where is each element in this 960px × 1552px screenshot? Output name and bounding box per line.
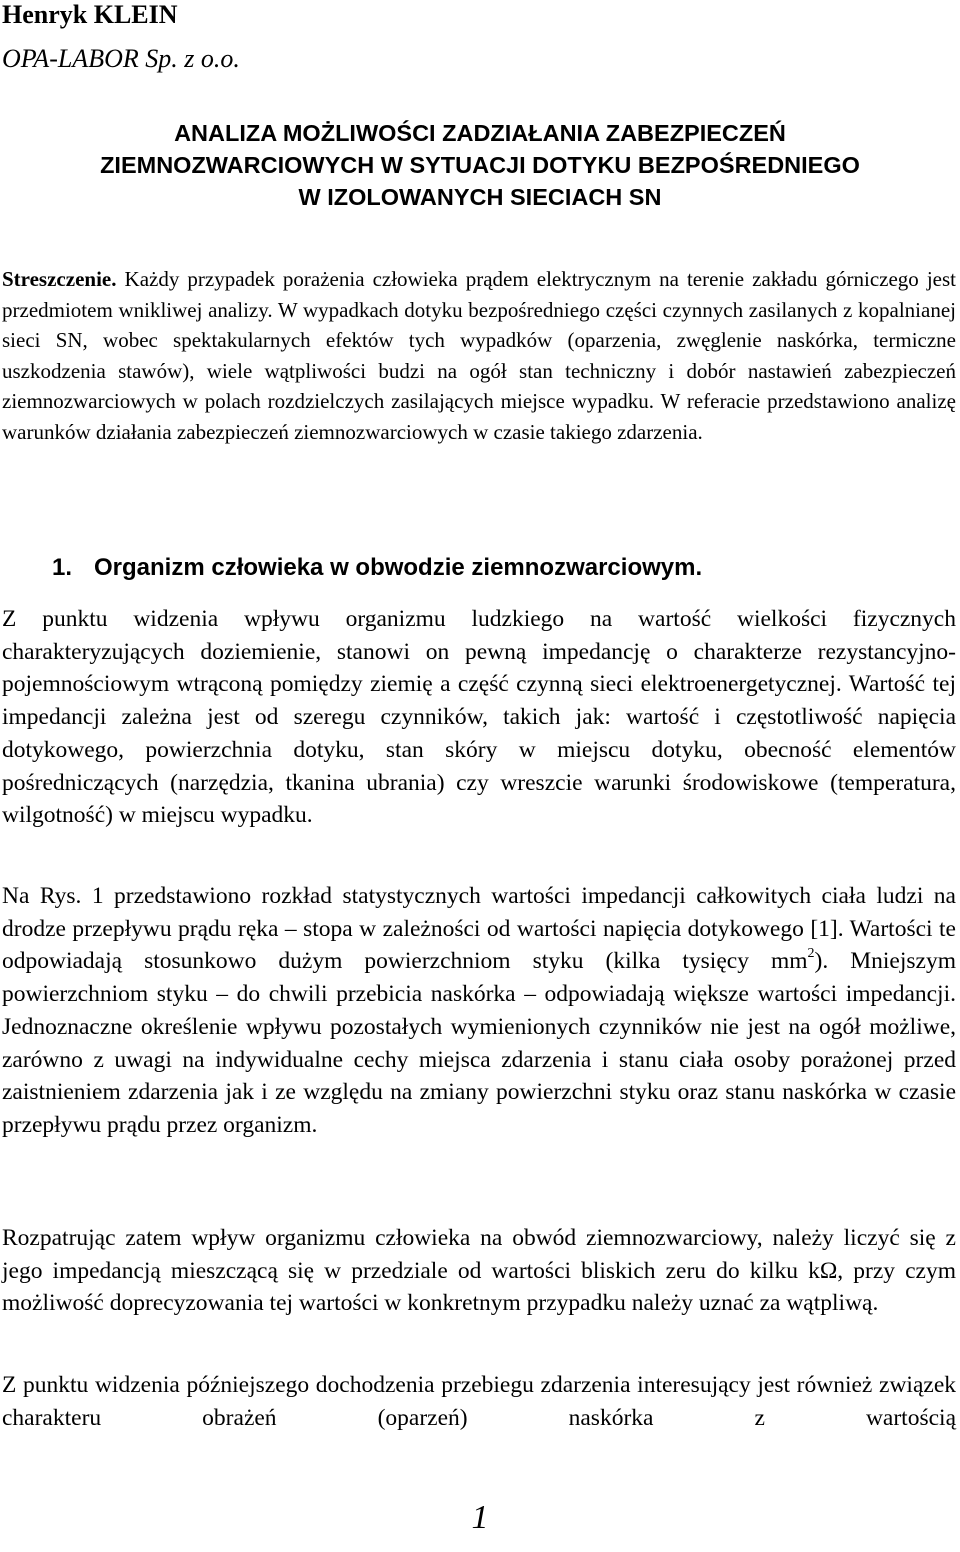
body-paragraph: Z punktu widzenia późniejszego dochodzenia przebiegu zdarzenia interesujący jest również związek charakteru obrażeń (oparzeń) naskórka z wartością [2,1372,956,1431]
section-heading [52,551,702,585]
abstract [2,264,956,447]
title-line: W IZOLOWANYCH SIECIACH SN [298,184,662,210]
title-line: ANALIZA MOŻLIWOŚCI ZADZIAŁANIA ZABEZPIECZEŃ [174,120,786,146]
author-affiliation: OPA-LABOR Sp. z o.o. [2,44,240,73]
body-paragraph: Z punktu widzenia wpływu organizmu ludzkiego na wartość wielkości fizycznych charakteryzujących doziemienie, stanowi on pewną impedancję o charakterze rezystancyjno-pojemnościowym wtrąconą pomiędzy ziemię a część czynną sieci elektroenergetycznej. Wartość tej impedancji zależna jest od szeregu czynników, takich jak: wartość i częstotliwość napięcia dotykowego, powierzchnia dotyku, stan skóry w miejscu dotyku, obecność elementów pośredniczących (narzędzia, tkanina ubrania) czy wreszcie warunki środowiskowe (temperatura, wilgotność) w miejscu wypadku. [2,606,956,829]
abstract-label: Streszczenie. [2,267,117,291]
paper-title [0,117,960,213]
paragraph-text: ). Mniejszym powierzchniom styku – do chwili przebicia naskórka – odpowiadają większe wartości impedancji. Jednoznaczne określenie wpływu pozostałych wymienionych czynników nie jest na ogół możliwe, zarówno z uwagi na indywidualne cechy miejsca zdarzenia i stanu ciała osoby porażonej przed zaistnieniem zdarzenia jak i ze względu na zmiany powierzchni styku oraz stanu naskórka w czasie przepływu prądu przez organizm. [2,948,956,1138]
body-paragraph: Rozpatrując zatem wpływ organizmu człowieka na obwód ziemnozwarciowy, należy liczyć się z jego impedancją mieszczącą się w przedziale od wartości bliskich zeru do kilku kΩ, przy czym możliwość doprecyzowania tej wartości w konkretnym przypadku należy uznać za wątpliwą. [2,1225,956,1317]
body-paragraph [2,880,956,1142]
superscript: 2 [807,945,815,961]
page-number: 1 [471,1499,489,1536]
abstract-text: Każdy przypadek porażenia człowieka prądem elektrycznym na terenie zakładu górniczego jest przedmiotem wnikliwej analizy. W wypadkach dotyku bezpośredniego części czynnych zasilanych z kopalnianej sieci SN, wobec spektakularnych efektów tych wypadków (oparzenia, zwęglenie naskórka, termiczne uszkodzenia stawów), wiele wątpliwości budzi na ogół stan techniczny i dobór nastawień zabezpieczeń ziemnozwarciowych w polach rozdzielczych zasilających miejsce wypadku. W referacie przedstawiono analizę warunków działania zabezpieczeń ziemnozwarciowych w czasie takiego zdarzenia. [2,267,956,444]
section-title: Organizm człowieka w obwodzie ziemnozwarciowym. [94,554,703,581]
paragraph-text: Na Rys. 1 przedstawiono rozkład statystycznych wartości impedancji całkowitych ciała ludzi na drodze przepływu prądu ręka – stopa w zależności od wartości napięcia dotykowego [1]. Wartości te odpowiadają stosunkowo dużym powierzchniom styku (kilka tysięcy mm [2,883,956,975]
title-line: ZIEMNOZWARCIOWYCH W SYTUACJI DOTYKU BEZPOŚREDNIEGO [100,152,860,178]
author-name: Henryk KLEIN [2,0,178,29]
section-number: 1. [52,554,73,581]
